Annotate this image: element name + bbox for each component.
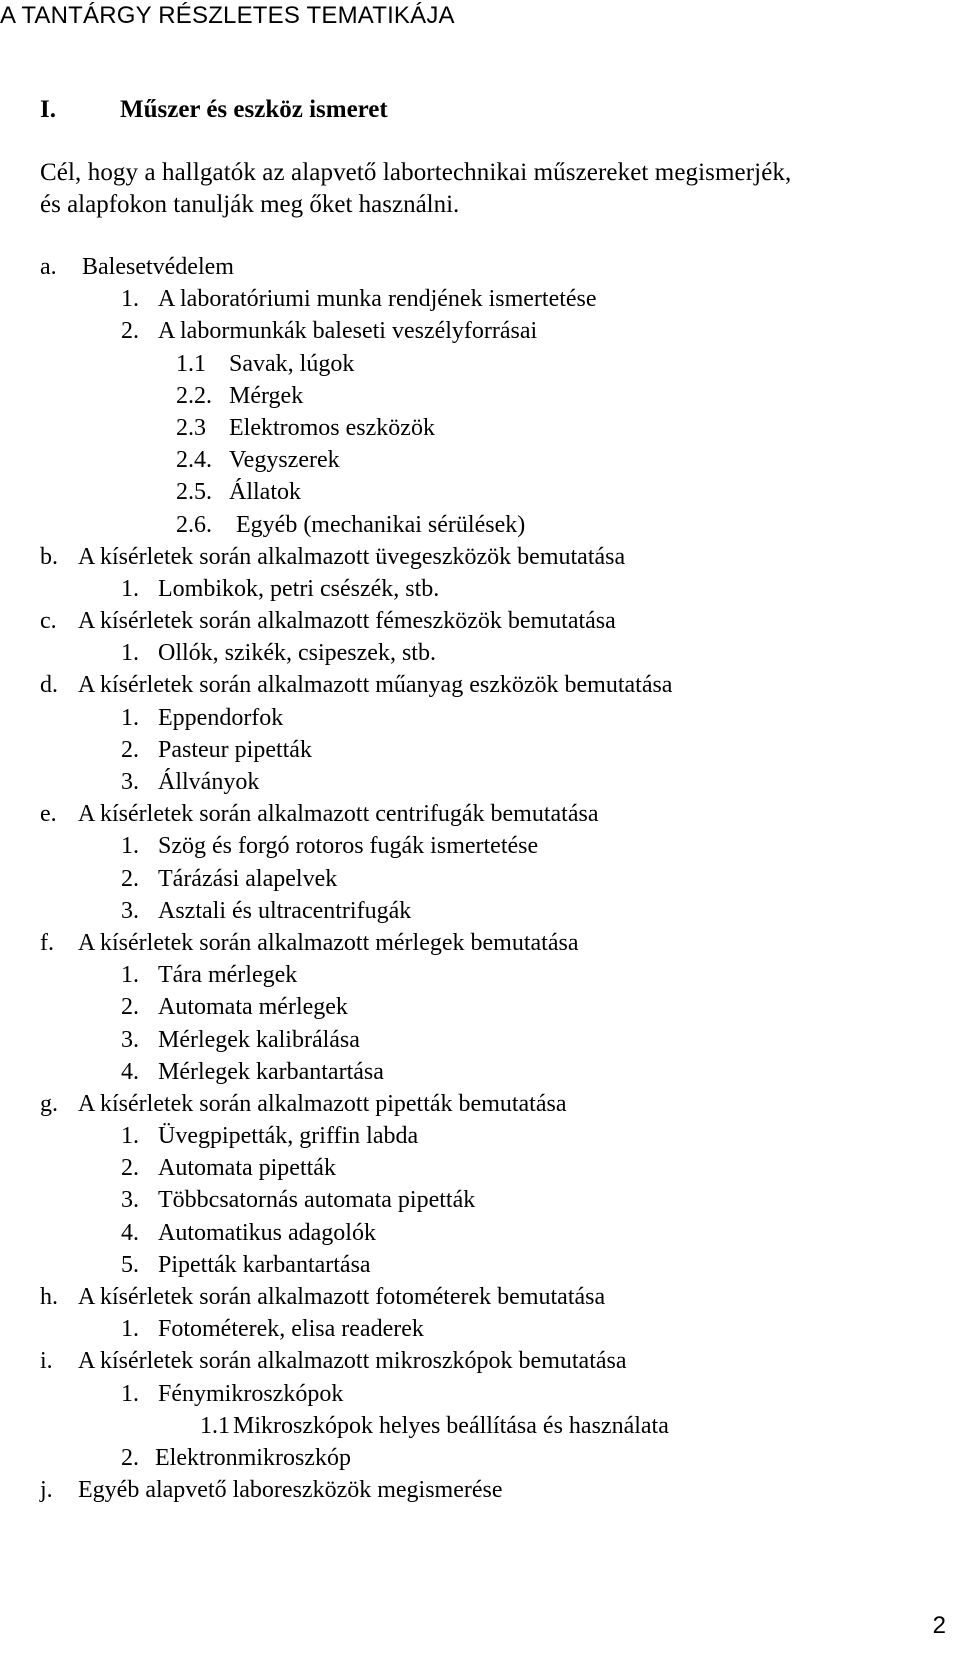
item-marker: 1.	[121, 704, 139, 731]
item-text: Tára mérlegek	[158, 962, 298, 989]
item-marker: 3.	[121, 1187, 139, 1214]
item-text: A kísérletek során alkalmazott mikroszkópok bemutatása	[78, 1348, 627, 1375]
item-marker: 4.	[121, 1058, 139, 1085]
item-text: Lombikok, petri csészék, stb.	[158, 575, 440, 602]
outline-item	[0, 1187, 960, 1219]
item-marker: 2.	[121, 1155, 139, 1182]
outline-item	[0, 608, 960, 640]
outline-item	[0, 1220, 960, 1252]
section-heading	[40, 96, 388, 124]
item-marker: 1.	[121, 575, 139, 602]
item-text: Állatok	[229, 479, 301, 506]
item-marker: 4.	[121, 1219, 139, 1246]
item-marker: d.	[40, 672, 58, 699]
item-marker: e.	[40, 801, 57, 828]
outline-item	[0, 705, 960, 737]
item-marker: 1.	[121, 833, 139, 860]
item-text: A kísérletek során alkalmazott üvegeszközök bemutatása	[78, 543, 626, 570]
outline-item	[0, 1477, 960, 1509]
outline-item	[0, 672, 960, 704]
item-text: Elektronmikroszkóp	[155, 1444, 351, 1471]
outline-item	[0, 1284, 960, 1316]
item-marker: 2.6.	[176, 511, 212, 538]
outline-item	[0, 544, 960, 576]
outline-item	[0, 447, 960, 479]
item-text: Többcsatornás automata pipetták	[158, 1187, 476, 1214]
item-text: Automata mérlegek	[158, 994, 348, 1021]
intro-paragraph	[40, 157, 791, 221]
item-marker: a.	[40, 254, 57, 280]
outline-item	[0, 286, 960, 318]
item-marker: 2.3	[176, 414, 206, 441]
outline-item	[0, 479, 960, 511]
intro-line: és alapfokon tanulják meg őket használni.	[40, 191, 460, 218]
outline-item	[0, 833, 960, 865]
item-text: Asztali és ultracentrifugák	[158, 897, 412, 924]
item-text: Mérgek	[229, 382, 304, 409]
item-text: Balesetvédelem	[82, 254, 234, 280]
item-marker: g.	[40, 1090, 58, 1117]
item-text: Pipetták karbantartása	[158, 1251, 371, 1278]
outline-item	[0, 1252, 960, 1284]
outline-item	[0, 769, 960, 801]
item-marker: f.	[40, 929, 54, 956]
outline-item	[0, 1155, 960, 1187]
page-number: 2	[932, 1612, 946, 1639]
outline-item	[0, 415, 960, 447]
outline-item	[0, 512, 960, 544]
outline-item	[0, 962, 960, 994]
item-marker: 3.	[121, 769, 139, 795]
outline-item	[0, 383, 960, 415]
item-text: Mérlegek kalibrálása	[158, 1026, 360, 1053]
item-text: Fénymikroszkópok	[158, 1380, 344, 1407]
item-marker: 2.2.	[176, 382, 212, 409]
item-text: Üvegpipetták, griffin labda	[158, 1123, 419, 1150]
item-marker: 5.	[121, 1251, 139, 1278]
item-marker: 1.	[121, 962, 139, 989]
outline-item	[0, 1381, 960, 1413]
outline-item	[0, 1091, 960, 1123]
item-marker: 1.	[121, 1380, 139, 1407]
outline-item	[0, 737, 960, 769]
item-text: A kísérletek során alkalmazott pipetták bemutatása	[78, 1090, 567, 1117]
item-text: Fotométerek, elisa readerek	[158, 1316, 424, 1343]
item-marker: c.	[40, 608, 57, 635]
item-marker: 3.	[121, 897, 139, 924]
item-text: A laboratóriumi munka rendjének ismertetése	[158, 286, 597, 313]
outline-item	[0, 1445, 960, 1477]
item-marker: 2.	[121, 994, 139, 1021]
outline-item	[0, 898, 960, 930]
item-text: Egyéb (mechanikai sérülések)	[236, 511, 526, 538]
section-title: Műszer és eszköz ismeret	[120, 96, 388, 123]
item-marker: 2.	[121, 318, 139, 345]
outline-item	[0, 1316, 960, 1348]
item-text: Ollók, szikék, csipeszek, stb.	[158, 640, 436, 667]
item-text: Tárázási alapelvek	[158, 865, 338, 892]
item-marker: 2.	[121, 865, 139, 892]
outline-item	[0, 351, 960, 383]
item-text: A labormunkák baleseti veszélyforrásai	[158, 318, 538, 345]
outline-item	[0, 576, 960, 608]
topic-outline	[0, 254, 960, 1509]
item-marker: 1.	[121, 640, 139, 667]
item-marker: 1.1	[176, 350, 206, 377]
outline-item	[0, 930, 960, 962]
item-text: Automatikus adagolók	[158, 1219, 376, 1246]
item-text: Mikroszkópok helyes beállítása és használata	[233, 1412, 669, 1439]
outline-item	[0, 1059, 960, 1091]
item-text: A kísérletek során alkalmazott műanyag eszközök bemutatása	[78, 672, 673, 699]
item-text: Mérlegek karbantartása	[158, 1058, 384, 1085]
item-text: A kísérletek során alkalmazott fotométerek bemutatása	[78, 1284, 606, 1310]
item-marker: 2.	[121, 736, 139, 763]
item-text: Savak, lúgok	[229, 350, 355, 377]
item-marker: 2.	[121, 1444, 139, 1471]
item-marker: 3.	[121, 1026, 139, 1053]
item-text: Vegyszerek	[229, 447, 340, 474]
item-text: Egyéb alapvető laboreszközök megismerése	[78, 1477, 503, 1504]
item-text: Pasteur pipetták	[158, 736, 312, 763]
section-number: I.	[40, 96, 56, 123]
item-marker: 1.	[121, 1123, 139, 1150]
item-text: Állványok	[158, 769, 260, 795]
item-marker: 1.	[121, 1316, 139, 1343]
item-marker: 2.5.	[176, 479, 212, 506]
item-marker: j.	[40, 1477, 53, 1504]
outline-item	[0, 1123, 960, 1155]
item-marker: 1.1	[200, 1412, 230, 1439]
outline-item	[0, 1027, 960, 1059]
outline-item	[0, 254, 960, 286]
item-marker: i.	[40, 1348, 53, 1375]
outline-item	[0, 801, 960, 833]
item-text: A kísérletek során alkalmazott centrifugák bemutatása	[78, 801, 599, 828]
item-marker: 1.	[121, 286, 139, 313]
intro-line: Cél, hogy a hallgatók az alapvető labortechnikai műszereket megismerjék,	[40, 159, 792, 186]
outline-item	[0, 1348, 960, 1380]
page-title: A TANTÁRGY RÉSZLETES TEMATIKÁJA	[0, 2, 455, 29]
outline-item	[0, 994, 960, 1026]
item-text: Elektromos eszközök	[229, 414, 435, 441]
item-marker: h.	[40, 1284, 58, 1310]
outline-item	[0, 866, 960, 898]
item-text: Eppendorfok	[158, 704, 284, 731]
item-text: Automata pipetták	[158, 1155, 336, 1182]
item-marker: b.	[40, 543, 58, 570]
item-text: Szög és forgó rotoros fugák ismertetése	[158, 833, 539, 860]
outline-item	[0, 640, 960, 672]
outline-item	[0, 318, 960, 350]
item-text: A kísérletek során alkalmazott fémeszközök bemutatása	[78, 608, 616, 635]
item-marker: 2.4.	[176, 447, 212, 474]
item-text: A kísérletek során alkalmazott mérlegek bemutatása	[78, 929, 579, 956]
outline-item	[0, 1413, 960, 1445]
